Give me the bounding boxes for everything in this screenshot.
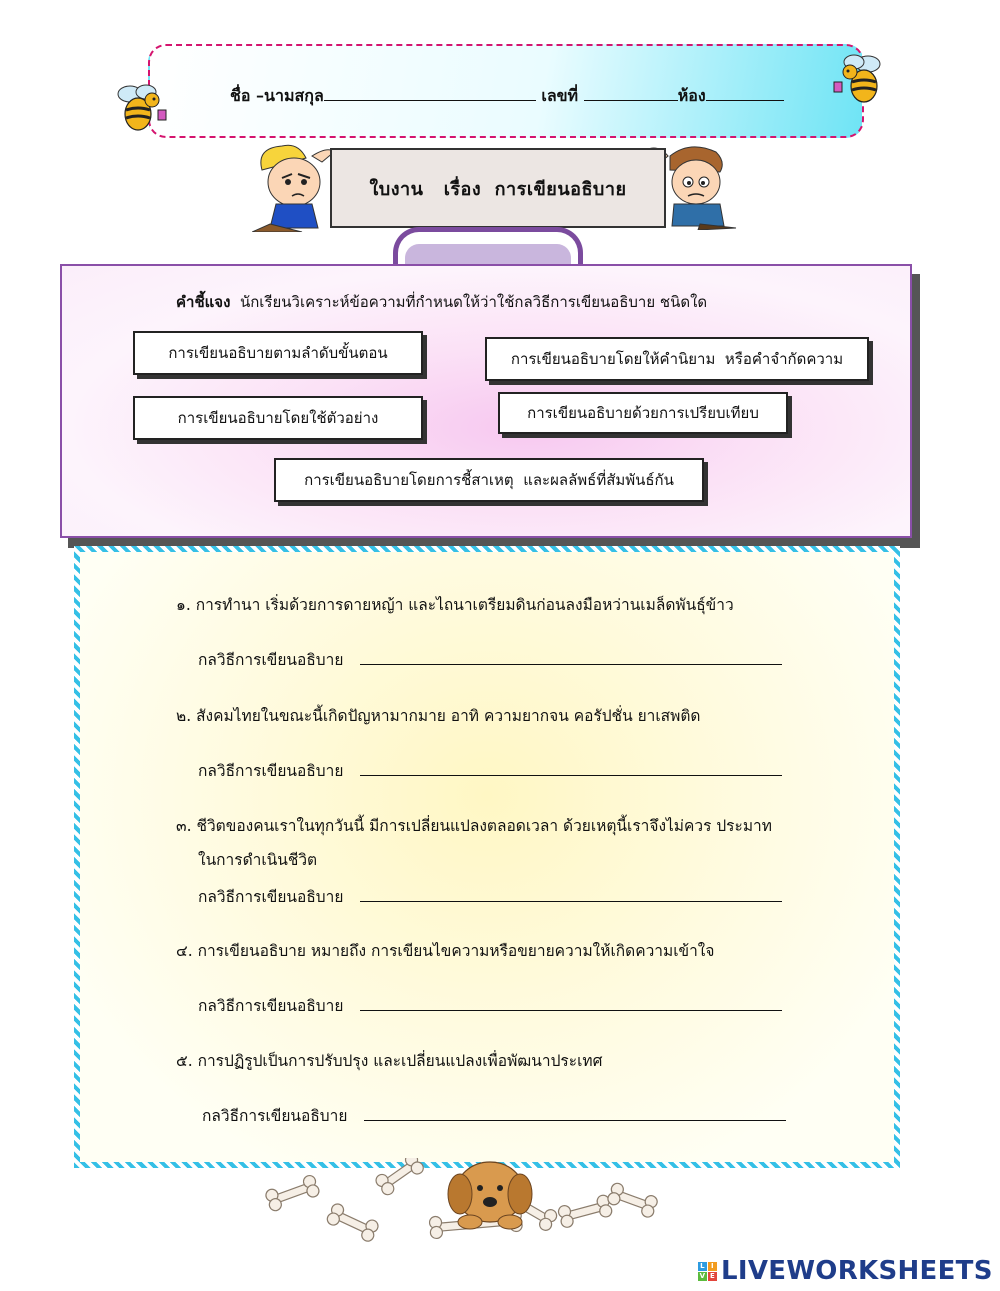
method-label: การเขียนอธิบายด้วยการเปรียบเทียบ <box>527 404 759 422</box>
answer-label-2: กลวิธีการเขียนอธิบาย <box>198 762 344 780</box>
answer-label-5: กลวิธีการเขียนอธิบาย <box>202 1107 348 1125</box>
liveworksheets-logo <box>698 1256 993 1286</box>
question-5: ๕. การปฏิรูปเป็นการปรับปรุง และเปลี่ยนแปลงเพื่อพัฒนาประเทศ <box>176 1052 603 1070</box>
bee-icon <box>108 80 168 136</box>
question-1: ๑. การทำนา เริ่มด้วยการดายหญ้า และไถนาเตรียมดินก่อนลงมือหว่านเมล็ดพันธุ์ข้าว <box>176 596 734 614</box>
question-4: ๔. การเขียนอธิบาย หมายถึง การเขียนไขความหรือขยายความให้เกิดความเข้าใจ <box>176 942 715 960</box>
answer-line-2[interactable] <box>360 775 782 776</box>
worksheet-title-board <box>330 148 666 228</box>
instruction-text <box>176 290 707 314</box>
answer-line-1[interactable] <box>360 664 782 665</box>
bones-puppy-decoration-icon <box>260 1158 680 1244</box>
bee-icon <box>832 52 892 108</box>
number-label: เลขที่ <box>541 86 579 105</box>
instruction-label: คำชี้แจง <box>176 293 231 311</box>
answer-line-4[interactable] <box>360 1010 782 1011</box>
answer-label-1: กลวิธีการเขียนอธิบาย <box>198 651 344 669</box>
method-option-comparison[interactable] <box>498 392 788 434</box>
question-3-continuation: ในการดำเนินชีวิต <box>198 851 318 869</box>
name-blank[interactable] <box>324 86 536 101</box>
answer-line-3[interactable] <box>360 901 782 902</box>
method-option-sequential[interactable] <box>133 331 423 375</box>
answer-label-4: กลวิธีการเขียนอธิบาย <box>198 997 344 1015</box>
answer-label-3: กลวิธีการเขียนอธิบาย <box>198 888 344 906</box>
method-option-example[interactable] <box>133 396 423 440</box>
method-label: การเขียนอธิบายโดยการชี้สาเหตุ และผลลัพธ์ที่สัมพันธ์กัน <box>304 471 674 489</box>
method-label: การเขียนอธิบายโดยใช้ตัวอย่าง <box>177 409 379 427</box>
method-label: การเขียนอธิบายโดยให้คำนิยาม หรือคำจำกัดความ <box>510 350 844 368</box>
name-label: ชื่อ –นามสกุล <box>230 86 324 105</box>
method-option-definition[interactable] <box>485 337 869 381</box>
student-info-line <box>230 84 784 109</box>
room-blank[interactable] <box>706 86 784 101</box>
method-option-cause-effect[interactable] <box>274 458 704 502</box>
number-blank[interactable] <box>584 86 678 101</box>
question-3: ๓. ชีวิตของคนเราในทุกวันนี้ มีการเปลี่ยนแปลงตลอดเวลา ด้วยเหตุนี้เราจึงไม่ควร ประมาท <box>176 817 772 835</box>
answer-line-5[interactable] <box>364 1120 786 1121</box>
room-label: ห้อง <box>677 86 706 105</box>
logo-badge-icon: L I V E <box>699 1261 716 1280</box>
instruction-body: นักเรียนวิเคราะห์ข้อความที่กำหนดให้ว่าใช้กลวิธีการเขียนอธิบาย ชนิดใด <box>239 293 708 311</box>
method-label: การเขียนอธิบายตามลำดับขั้นตอน <box>168 344 388 362</box>
question-2: ๒. สังคมไทยในขณะนี้เกิดปัญหามากมาย อาทิ ความยากจน คอรัปชั่น ยาเสพติด <box>176 707 701 725</box>
worksheet-title: ใบงาน เรื่อง การเขียนอธิบาย <box>369 178 627 200</box>
logo-text: LIVEWORKSHEETS <box>721 1256 993 1286</box>
